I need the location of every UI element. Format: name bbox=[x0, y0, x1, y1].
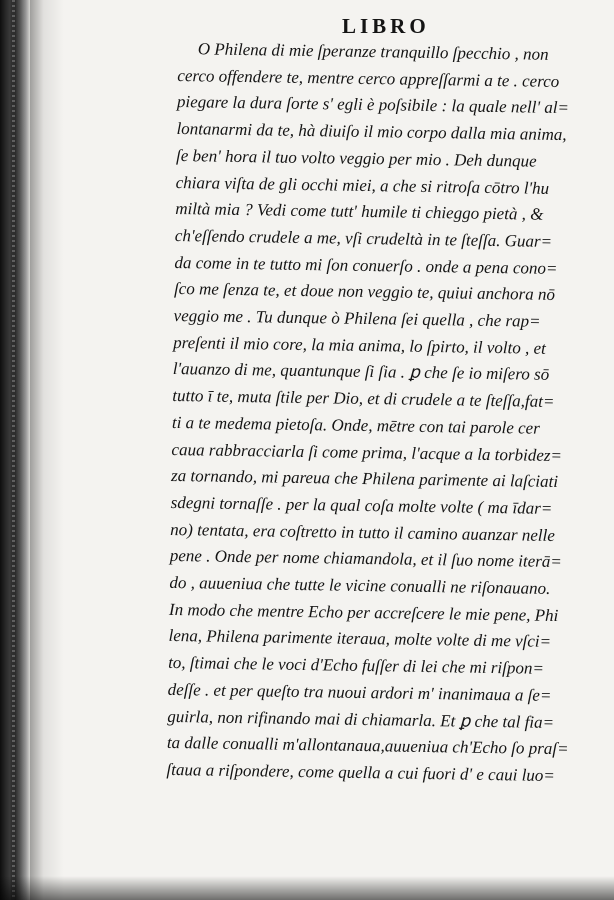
body-text bbox=[166, 36, 598, 790]
text-line: deſſe . et per queſto tra nuoui ardori m' inanimaua a ſe= bbox=[167, 679, 552, 705]
text-line: In modo che mentre Echo per accreſcere le mie pene, Phi bbox=[168, 599, 559, 625]
running-head: LIBRO bbox=[342, 14, 430, 38]
text-line: no) tentata, era coſtretto in tutto il camino auanzar nelle bbox=[170, 519, 556, 545]
text-line: O Philena di mie ſperanze tranquillo ſpecchio , non bbox=[197, 39, 549, 64]
text-line: sdegni tornaſſe . per la qual coſa molte volte ( ma īdar= bbox=[170, 492, 553, 518]
text-line: piegare la dura ſorte s' egli è poſsibile : la quale nell' al= bbox=[176, 92, 570, 118]
text-line: caua rabbracciarla ſi come prima, l'acque a la torbidez= bbox=[171, 439, 563, 465]
text-line: tutto ī te, muta ſtile per Dio, et di crudele a te ſteſſa,fat= bbox=[172, 386, 555, 412]
page-shadow bbox=[30, 0, 64, 900]
text-line: pene . Onde per nome chiamandola, et il ſuo nome iterā= bbox=[169, 546, 562, 572]
text-line: da come in te tutto mi ſon conuerſo . onde a pena cono= bbox=[174, 252, 558, 278]
text-line: miltà mia ? Vedi come tutt' humile ti chieggo pietà , & bbox=[175, 199, 544, 224]
text-line: ſco me ſenza te, et doue non veggio te, quiui anchora nō bbox=[173, 279, 556, 305]
page-bottom-shadow bbox=[0, 876, 614, 900]
text-line: ſtaua a riſpondere, come quella a cui fuori d' e caui luo= bbox=[166, 759, 556, 785]
text-line: za tornando, mi pareua che Philena parimente ai laſciati bbox=[170, 466, 559, 492]
text-line: do , auueniua che tutte le vicine conualli ne riſonauano. bbox=[169, 572, 551, 598]
text-line: ſe ben' hora il tuo volto veggio per mio . Deh dunque bbox=[175, 145, 537, 171]
text-line: cerco offendere te, mentre cerco appreſſarmi a te . cerco bbox=[177, 65, 560, 91]
book-gutter bbox=[0, 0, 30, 900]
text-line: veggio me . Tu dunque ò Philena ſei quella , che rap= bbox=[173, 305, 541, 331]
text-line: to, ſtimai che le voci d'Echo fuſſer di lei che mi riſpon= bbox=[168, 653, 545, 678]
text-line: guirla, non rifinando mai di chiamarla. Et ꝑ che tal fia= bbox=[167, 706, 555, 732]
text-line: lontanarmi da te, hà diuiſo il mio corpo dalla mia anima, bbox=[176, 119, 567, 145]
text-line: l'auanzo di me, quantunque ſi ſia . ꝑ che ſe io miſero sō bbox=[172, 359, 550, 385]
text-line: ch'eſſendo crudele a me, vſi crudeltà in te ſteſſa. Guar= bbox=[174, 225, 553, 251]
text-line: ti a te medema pietoſa. Onde, mētre con tai parole cer bbox=[171, 412, 540, 438]
text-line: ta dalle conualli m'allontanaua,auueniua ch'Echo ſo praſ= bbox=[166, 733, 569, 759]
text-line: lena, Philena parimente iteraua, molte volte di me vſci= bbox=[168, 626, 552, 652]
text-line: chiara viſta de gli occhi miei, a che si ritroſa cōtro l'hu bbox=[175, 172, 550, 198]
text-line: preſenti il mio core, la mia anima, lo ſpirto, il volto , et bbox=[173, 332, 547, 358]
